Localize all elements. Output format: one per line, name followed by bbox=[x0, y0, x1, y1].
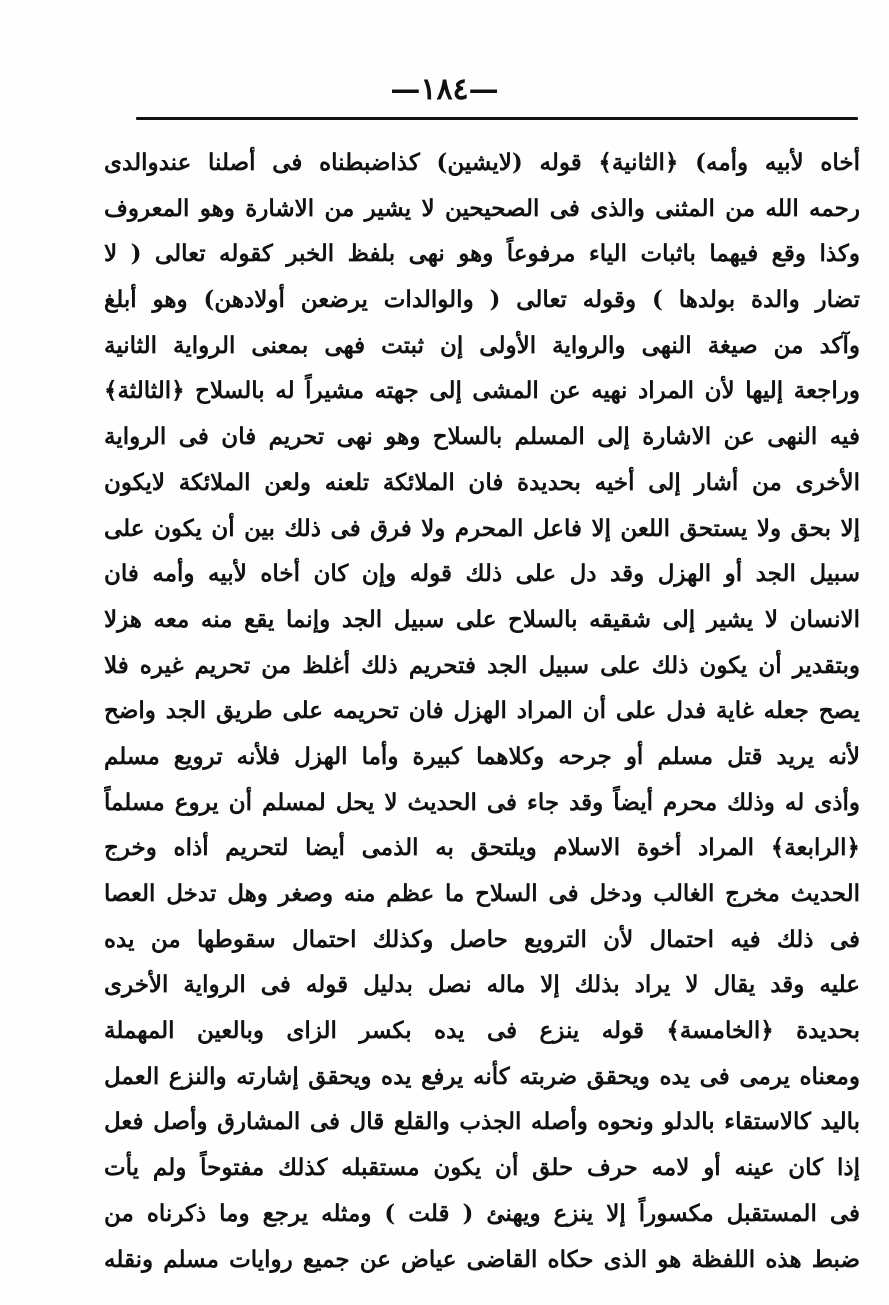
text-line: سبيل الجد أو الهزل وقد دل على ذلك قوله وإن كان أخاه لأبيه وأمه فان bbox=[104, 560, 860, 588]
body-text bbox=[104, 140, 860, 1282]
text-line: باليد كالاستقاء بالدلو ونحوه وأصله الجذب والقلع قال فى المشارق وأصل فعل bbox=[104, 1108, 860, 1136]
text-line: لأنه يريد قتل مسلم أو جرحه وكلاهما كبيرة وأما الهزل فلأنه ترويع مسلم bbox=[104, 742, 860, 770]
text-line: أخاه لأبيه وأمه) ﴿الثانية﴾ قوله (لايشين) كذاضبطناه فى أصلنا عندوالدى bbox=[104, 149, 860, 176]
text-line: يصح جعله غاية فدل على أن المراد الهزل فان تحريمه على طريق الجد واضح bbox=[104, 697, 860, 725]
text-line: ومعناه يرمى فى يده ويحقق ضربته كأنه يرفع يده ويحقق إشارته والنزع العمل bbox=[104, 1062, 860, 1090]
page-number: —١٨٤— bbox=[390, 72, 499, 107]
header-rule bbox=[136, 117, 858, 120]
text-line: الانسان لا يشير إلى شقيقه بالسلاح على سبيل الجد وإنما يقع منه معه هزلا bbox=[104, 605, 860, 633]
text-line: ﴿الرابعة﴾ المراد أخوة الاسلام ويلتحق به الذمى أيضا لتحريم أذاه وخرج bbox=[104, 834, 860, 862]
text-line: إذا كان عينه أو لامه حرف حلق أن يكون مستقبله كذلك مفتوحاً ولم يأت bbox=[104, 1154, 860, 1182]
text-line: وبتقدير أن يكون ذلك على سبيل الجد فتحريم ذلك أغلظ من تحريم غيره فلا bbox=[104, 651, 860, 679]
text-line: بحديدة ﴿الخامسة﴾ قوله ينزع فى يده بكسر الزاى وبالعين المهملة bbox=[104, 1017, 860, 1045]
text-line: عليه وقد يقال لا يراد بذلك إلا ماله نصل بدليل قوله فى الرواية الأخرى bbox=[104, 971, 860, 999]
text-line: الحديث مخرج الغالب ودخل فى السلاح ما عظم منه وصغر وهل تدخل العصا bbox=[104, 880, 860, 907]
text-line: وآكد من صيغة النهى والرواية الأولى إن ثبتت فهى بمعنى الرواية الثانية bbox=[104, 331, 860, 359]
text-line: وكذا وقع فيهما باثبات الياء مرفوعاً وهو نهى بلفظ الخبر كقوله تعالى ( لا bbox=[104, 240, 860, 268]
text-line: فى ذلك فيه احتمال لأن الترويع حاصل وكذلك احتمال سقوطها من يده bbox=[104, 925, 860, 953]
text-line: إلا بحق ولا يستحق اللعن إلا فاعل المحرم ولا فرق فى ذلك بين أن يكون على bbox=[104, 514, 860, 542]
text-line: رحمه الله من المثنى والذى فى الصحيحين لا يشير من الاشارة وهو المعروف bbox=[104, 194, 860, 222]
text-line: فى المستقبل مكسوراً إلا ينزع ويهنئ ( قلت ) ومثله يرجع وما ذكرناه من bbox=[104, 1199, 860, 1227]
text-line: فيه النهى عن الاشارة إلى المسلم بالسلاح وهو نهى تحريم فان فى الرواية bbox=[104, 423, 860, 451]
text-line: ضبط هذه اللفظة هو الذى حكاه القاضى عياض عن جميع روايات مسلم ونقله bbox=[104, 1245, 860, 1273]
text-line: وأذى له وذلك محرم أيضاً وقد جاء فى الحديث لا يحل لمسلم أن يروع مسلماً bbox=[104, 788, 860, 816]
text-line: تضار والدة بولدها ) وقوله تعالى ( والوالدات يرضعن أولادهن) وهو أبلغ bbox=[104, 286, 860, 314]
text-line: وراجعة إليها لأن المراد نهيه عن المشى إلى جهته مشيراً له بالسلاح ﴿الثالثة﴾ bbox=[104, 377, 860, 405]
text-line: الأخرى من أشار إلى أخيه بحديدة فان الملائكة تلعنه ولعن الملائكة لايكون bbox=[104, 468, 860, 496]
